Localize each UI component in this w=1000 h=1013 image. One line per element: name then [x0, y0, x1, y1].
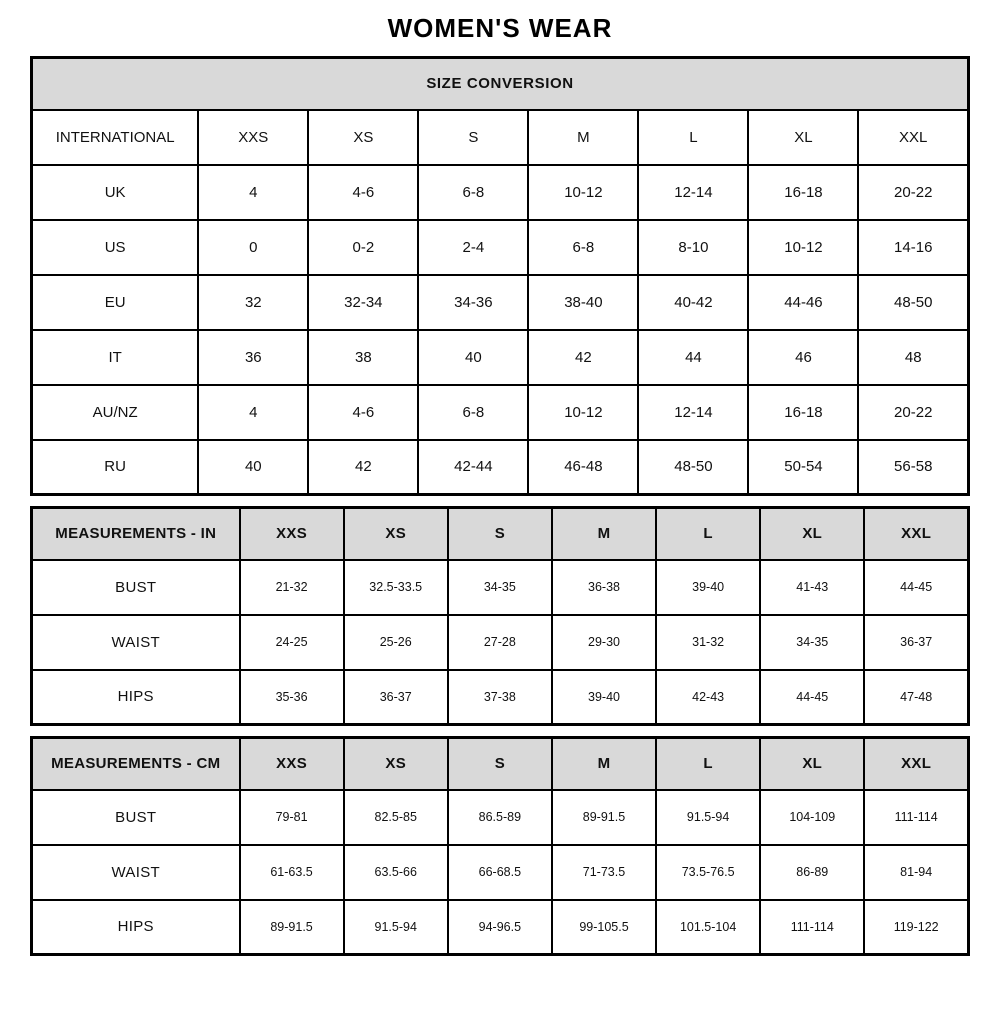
row-label: EU: [32, 275, 199, 330]
value-cell: 34-35: [448, 560, 552, 615]
value-cell: 12-14: [638, 165, 748, 220]
row-label: BUST: [32, 560, 240, 615]
column-header: XS: [308, 110, 418, 165]
row-label: WAIST: [32, 615, 240, 670]
value-cell: 25-26: [344, 615, 448, 670]
value-cell: 4-6: [308, 385, 418, 440]
table-title: SIZE CONVERSION: [32, 58, 969, 110]
column-header: M: [552, 508, 656, 560]
value-cell: 39-40: [552, 670, 656, 725]
page-title: WOMEN'S WEAR: [387, 13, 613, 43]
column-header: XL: [748, 110, 858, 165]
table-row: [32, 165, 969, 220]
value-cell: 39-40: [656, 560, 760, 615]
value-cell: 42: [308, 440, 418, 495]
row-label: US: [32, 220, 199, 275]
value-cell: 35-36: [240, 670, 344, 725]
row-label: WAIST: [32, 845, 240, 900]
value-cell: 47-48: [864, 670, 968, 725]
value-cell: 81-94: [864, 845, 968, 900]
value-cell: 14-16: [858, 220, 968, 275]
column-header: XS: [344, 738, 448, 790]
size-conversion-table: [30, 56, 970, 496]
value-cell: 66-68.5: [448, 845, 552, 900]
value-cell: 38-40: [528, 275, 638, 330]
value-cell: 34-35: [760, 615, 864, 670]
value-cell: 42-44: [418, 440, 528, 495]
column-header: S: [448, 508, 552, 560]
table-title-row: [32, 58, 969, 110]
table-row: [32, 385, 969, 440]
value-cell: 56-58: [858, 440, 968, 495]
column-header: M: [552, 738, 656, 790]
value-cell: 36-37: [344, 670, 448, 725]
value-cell: 2-4: [418, 220, 528, 275]
table-row: [32, 275, 969, 330]
value-cell: 36-38: [552, 560, 656, 615]
row-label: RU: [32, 440, 199, 495]
table-row: [32, 615, 969, 670]
column-header: L: [656, 508, 760, 560]
value-cell: 6-8: [528, 220, 638, 275]
column-header: S: [418, 110, 528, 165]
value-cell: 44-45: [760, 670, 864, 725]
value-cell: 27-28: [448, 615, 552, 670]
value-cell: 32: [198, 275, 308, 330]
row-label: UK: [32, 165, 199, 220]
column-header: M: [528, 110, 638, 165]
value-cell: 32.5-33.5: [344, 560, 448, 615]
value-cell: 10-12: [528, 165, 638, 220]
column-header: XXS: [240, 738, 344, 790]
row-label: IT: [32, 330, 199, 385]
value-cell: 24-25: [240, 615, 344, 670]
value-cell: 32-34: [308, 275, 418, 330]
row-label: HIPS: [32, 670, 240, 725]
value-cell: 89-91.5: [240, 900, 344, 955]
value-cell: 36-37: [864, 615, 968, 670]
value-cell: 89-91.5: [552, 790, 656, 845]
table-header-row: [32, 738, 969, 790]
column-header: S: [448, 738, 552, 790]
table-row: [32, 670, 969, 725]
value-cell: 38: [308, 330, 418, 385]
value-cell: 86-89: [760, 845, 864, 900]
value-cell: 63.5-66: [344, 845, 448, 900]
row-label: HIPS: [32, 900, 240, 955]
table-row: [32, 560, 969, 615]
value-cell: 20-22: [858, 385, 968, 440]
value-cell: 0-2: [308, 220, 418, 275]
value-cell: 119-122: [864, 900, 968, 955]
table-row: [32, 220, 969, 275]
value-cell: 79-81: [240, 790, 344, 845]
value-cell: 16-18: [748, 165, 858, 220]
table-header-row: [32, 110, 969, 165]
value-cell: 111-114: [864, 790, 968, 845]
value-cell: 37-38: [448, 670, 552, 725]
column-header: L: [656, 738, 760, 790]
value-cell: 4: [198, 385, 308, 440]
table-row: [32, 440, 969, 495]
value-cell: 91.5-94: [656, 790, 760, 845]
value-cell: 50-54: [748, 440, 858, 495]
column-header: XL: [760, 738, 864, 790]
value-cell: 10-12: [528, 385, 638, 440]
value-cell: 101.5-104: [656, 900, 760, 955]
row-label: BUST: [32, 790, 240, 845]
column-header: L: [638, 110, 748, 165]
column-header: XS: [344, 508, 448, 560]
value-cell: 46-48: [528, 440, 638, 495]
value-cell: 73.5-76.5: [656, 845, 760, 900]
header-label: MEASUREMENTS - IN: [32, 508, 240, 560]
value-cell: 40-42: [638, 275, 748, 330]
value-cell: 16-18: [748, 385, 858, 440]
value-cell: 46: [748, 330, 858, 385]
value-cell: 4-6: [308, 165, 418, 220]
column-header: XXS: [198, 110, 308, 165]
column-header: XL: [760, 508, 864, 560]
table-row: [32, 900, 969, 955]
column-header: XXS: [240, 508, 344, 560]
value-cell: 40: [198, 440, 308, 495]
value-cell: 29-30: [552, 615, 656, 670]
value-cell: 48-50: [858, 275, 968, 330]
value-cell: 42-43: [656, 670, 760, 725]
value-cell: 8-10: [638, 220, 748, 275]
table-header-row: [32, 508, 969, 560]
header-label: MEASUREMENTS - CM: [32, 738, 240, 790]
value-cell: 61-63.5: [240, 845, 344, 900]
size-chart-page: [0, 13, 1000, 956]
value-cell: 10-12: [748, 220, 858, 275]
value-cell: 12-14: [638, 385, 748, 440]
table-row: [32, 845, 969, 900]
value-cell: 86.5-89: [448, 790, 552, 845]
column-header: XXL: [858, 110, 968, 165]
value-cell: 48-50: [638, 440, 748, 495]
column-header: XXL: [864, 508, 968, 560]
value-cell: 42: [528, 330, 638, 385]
header-label: INTERNATIONAL: [32, 110, 199, 165]
row-label: AU/NZ: [32, 385, 199, 440]
value-cell: 82.5-85: [344, 790, 448, 845]
value-cell: 31-32: [656, 615, 760, 670]
value-cell: 41-43: [760, 560, 864, 615]
measurements-in-table: [30, 506, 970, 726]
value-cell: 40: [418, 330, 528, 385]
value-cell: 44-46: [748, 275, 858, 330]
value-cell: 91.5-94: [344, 900, 448, 955]
value-cell: 20-22: [858, 165, 968, 220]
value-cell: 104-109: [760, 790, 864, 845]
value-cell: 71-73.5: [552, 845, 656, 900]
value-cell: 94-96.5: [448, 900, 552, 955]
measurements-cm-table: [30, 736, 970, 956]
value-cell: 44: [638, 330, 748, 385]
value-cell: 36: [198, 330, 308, 385]
value-cell: 34-36: [418, 275, 528, 330]
table-row: [32, 790, 969, 845]
value-cell: 44-45: [864, 560, 968, 615]
value-cell: 21-32: [240, 560, 344, 615]
value-cell: 6-8: [418, 385, 528, 440]
value-cell: 4: [198, 165, 308, 220]
value-cell: 0: [198, 220, 308, 275]
value-cell: 6-8: [418, 165, 528, 220]
value-cell: 111-114: [760, 900, 864, 955]
value-cell: 48: [858, 330, 968, 385]
table-row: [32, 330, 969, 385]
column-header: XXL: [864, 738, 968, 790]
value-cell: 99-105.5: [552, 900, 656, 955]
